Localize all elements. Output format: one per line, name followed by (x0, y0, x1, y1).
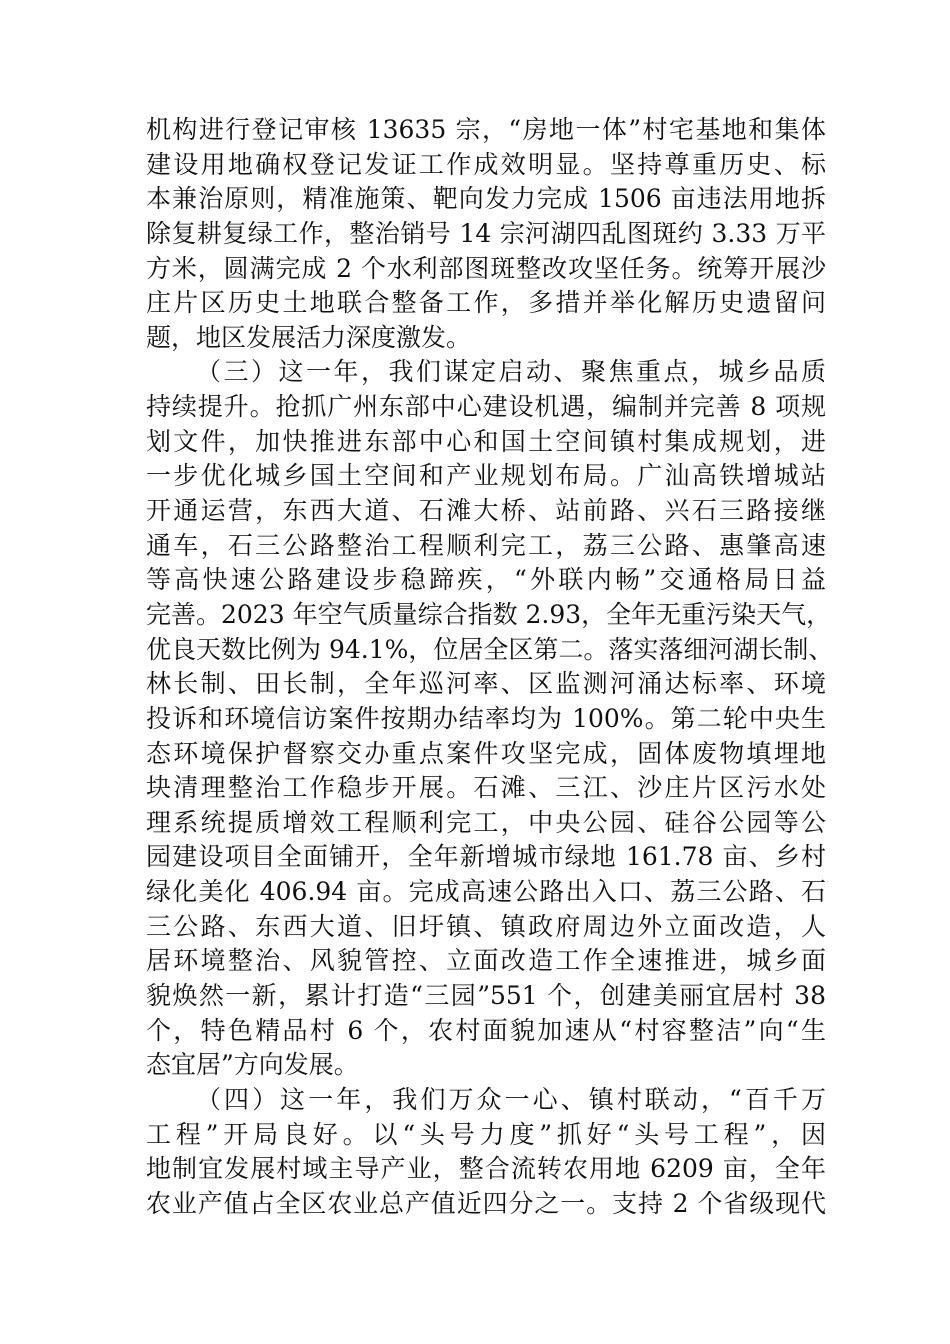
paragraph-start-line: （三）这一年，我们谋定启动、聚焦重点，城乡品质 (196, 357, 826, 387)
text-line: 持续提升。抢抓广州东部中心建设机遇，编制并完善 8 项规 (146, 392, 826, 422)
text-line: 划文件，加快推进东部中心和国土空间镇村集成规划，进 (146, 426, 826, 456)
text-line: 庄片区历史土地联合整备工作，多措并举化解历史遗留问 (146, 288, 826, 318)
text-line: 理系统提质增效工程顺利完工，中央公园、硅谷公园等公 (146, 807, 826, 837)
text-line: 农业产值占全区农业总产值近四分之一。支持 2 个省级现代 (146, 1188, 826, 1218)
text-line: 题，地区发展活力深度激发。 (146, 322, 472, 352)
text-line: 投诉和环境信访案件按期办结率均为 100%。第二轮中央生 (146, 703, 826, 733)
text-line: 通车，石三公路整治工程顺利完工，荔三公路、惠肇高速 (146, 530, 826, 560)
text-line: 一步优化城乡国土空间和产业规划布局。广汕高铁增城站 (146, 461, 826, 491)
text-line: 地制宜发展村域主导产业，整合流转农用地 6209 亩，全年 (146, 1154, 826, 1184)
text-line: 工程”开局良好。以“头号力度”抓好“头号工程”，因 (146, 1119, 826, 1149)
paragraph-start-line: （四）这一年，我们万众一心、镇村联动，“百千万 (196, 1084, 826, 1114)
text-line: 本兼治原则，精准施策、靶向发力完成 1506 亩违法用地拆 (146, 184, 826, 214)
text-line: 开通运营，东西大道、石滩大桥、站前路、兴石三路接继 (146, 496, 826, 526)
text-line: 个，特色精品村 6 个，农村面貌加速从“村容整洁”向“生 (146, 1015, 826, 1045)
text-line: 居环境整治、风貌管控、立面改造工作全速推进，城乡面 (146, 946, 826, 976)
text-line: 绿化美化 406.94 亩。完成高速公路出入口、荔三公路、石 (146, 877, 826, 907)
text-line: 方米，圆满完成 2 个水利部图斑整改攻坚任务。统筹开展沙 (146, 253, 826, 283)
text-line: 建设用地确权登记发证工作成效明显。坚持尊重历史、标 (146, 149, 826, 179)
body-text (146, 113, 834, 1222)
text-line: 三公路、东西大道、旧圩镇、镇政府周边外立面改造，人 (146, 911, 826, 941)
text-line: 块清理整治工作稳步开展。石滩、三江、沙庄片区污水处 (146, 773, 826, 803)
text-line: 等高快速公路建设步稳蹄疾，“外联内畅”交通格局日益 (146, 565, 826, 595)
text-line: 貌焕然一新，累计打造“三园”551 个，创建美丽宜居村 38 (146, 981, 826, 1011)
text-line: 除复耕复绿工作，整治销号 14 宗河湖四乱图斑约 3.33 万平 (146, 218, 826, 248)
text-line: 态环境保护督察交办重点案件攻坚完成，固体废物填埋地 (146, 738, 826, 768)
text-line: 完善。2023 年空气质量综合指数 2.93，全年无重污染天气， (146, 599, 832, 629)
text-line: 优良天数比例为 94.1%，位居全区第二。落实落细河湖长制、 (146, 634, 834, 664)
text-line: 园建设项目全面铺开，全年新增城市绿地 161.78 亩、乡村 (146, 842, 826, 872)
text-line: 林长制、田长制，全年巡河率、区监测河涌达标率、环境 (146, 669, 826, 699)
text-line: 机构进行登记审核 13635 宗，“房地一体”村宅基地和集体 (146, 115, 826, 144)
text-line: 态宜居”方向发展。 (146, 1050, 359, 1080)
